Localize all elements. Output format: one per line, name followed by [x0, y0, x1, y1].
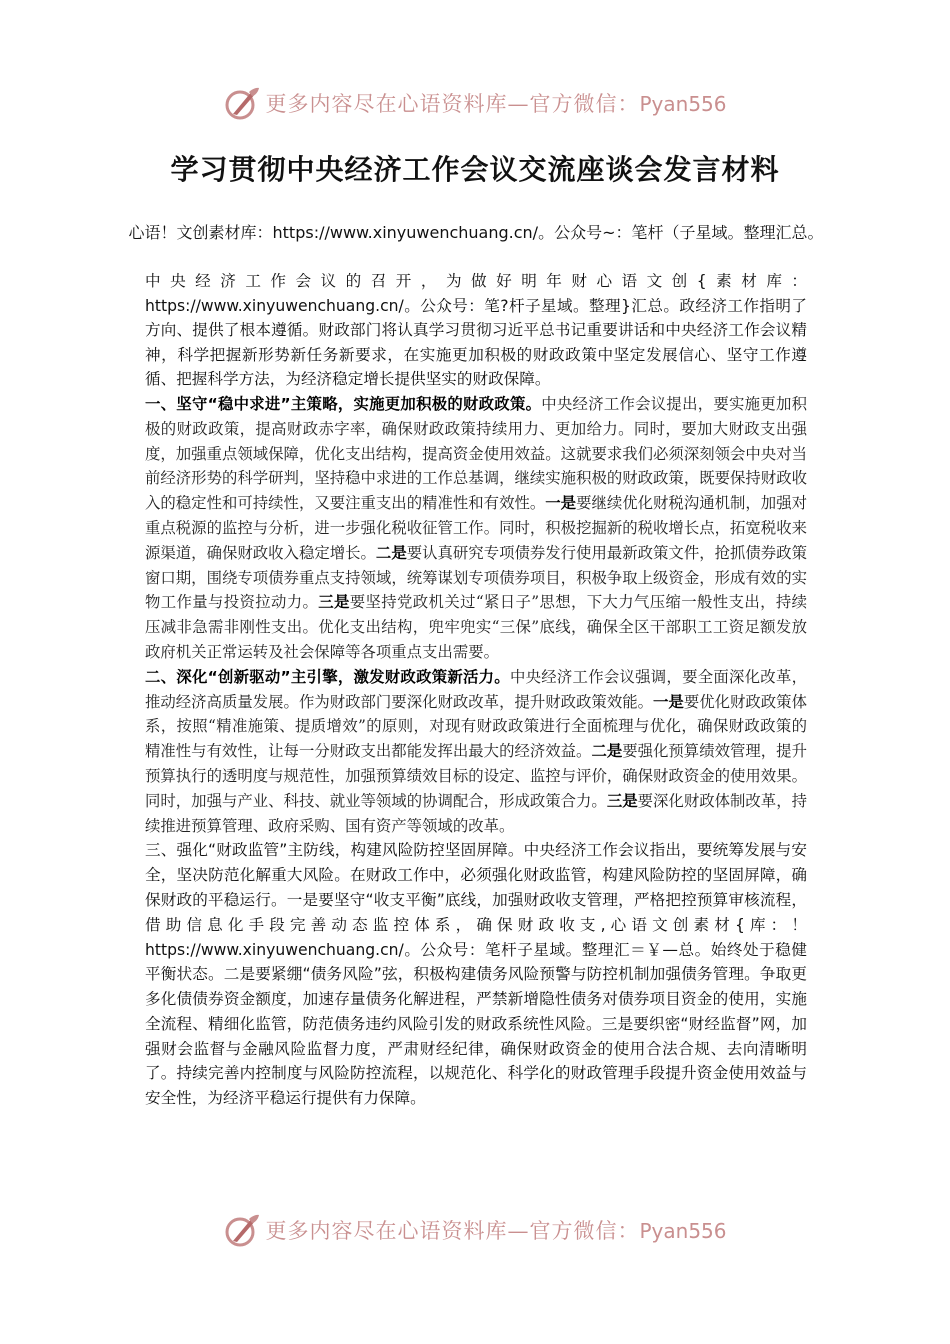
header-watermark-banner — [0, 83, 950, 123]
document-title: 学习贯彻中央经济工作会议交流座谈会发言材料 — [170, 153, 780, 186]
intro-paragraph: 中央经济工作会议的召开，为做好明年财心语文创{素材库：https://www.xinyuwenchuang.cn/。公众号：笔?杆子星域。整理}汇总。政经济工作指明了方向、提供了根本遵循。财政部门将认真学习贯彻习近平总书记重要讲话和中央经济工作会议精神，科学把握新形势新任务新要求，在实施更加积极的财政政策中坚定发展信心、坚守工作遵循、把握科学方法，为经济稳定增长提供坚实的财政保障。 — [145, 272, 807, 389]
section-2-heading: 二、深化“创新驱动”主引擎，激发财政政策新活力。 — [145, 667, 510, 686]
banner-text: 更多内容尽在心语资料库 — [265, 1219, 508, 1243]
section-1-paragraph: 一、坚守“稳中求进”主策略，实施更加积极的财政政策。中央经济工作会议提出，要实施更加积极的财政政策，提高财政赤字率，确保财政政策持续用力、更加给力。同时，要加大财政支出强度，加强重点领域保障，优化支出结构，提高资金使用效益。这就要求我们必须深刻领会中央对当前经济形势的科学研判，坚持稳中求进的工作总基调，继续实施积极的财政政策，既要保持财政收入的稳定性和可持续性，又要注重支出的精准性和有效性。一是要继续优化财税沟通机制，加强对重点税源的监控与分析，进一步强化税收征管工作。同时，积极挖掘新的税收增长点，拓宽税收来源渠道，确保财政收入稳定增长。二是要认真研究专项债券发行使用最新政策文件，抢抓债券政策窗口期，围绕专项债券重点支持领域，统筹谋划专项债券项目，积极争取上级资金，形成有效的实物工作量与投资拉动力。三是要坚持党政机关过“紧日子”思想，下大力气压缩一般性支出，持续压减非急需非刚性支出。优化支出结构，兜牢兜实“三保”底线，确保全区干部职工工资足额发放政府机关正常运转及社会保障等各项重点支出需要。 — [145, 394, 807, 661]
section-2-paragraph: 二、深化“创新驱动”主引擎，激发财政政策新活力。中央经济工作会议强调，要全面深化改革，推动经济高质量发展。作为财政部门要深化财政改革，提升财政政策效能。一是要优化财政政策体系，按照“精准施策、提质增效”的原则，对现有财政政策进行全面梳理与优化，确保财政政策的精准性与有效性，让每一分财政支出都能发挥出最大的经济效益。二是要强化预算绩效管理，提升预算执行的透明度与规范性，加强预算绩效目标的设定、监控与评价，确保财政资金的使用效果。同时，加强与产业、科技、就业等领域的协调配合，形成政策合力。三是要深化财政体制改革，持续推进预算管理、政府采购、国有资产等领域的改革。 — [145, 667, 807, 835]
quill-pen-logo-icon — [223, 84, 261, 122]
banner-dash: — — [507, 1219, 530, 1243]
section-1-heading: 一、坚守“稳中求进”主策略，实施更加积极的财政政策。 — [145, 394, 542, 413]
banner-wechat-id: Pyan556 — [639, 92, 727, 116]
banner-dash: — — [507, 92, 530, 116]
banner-official: 官方微信： — [529, 1219, 640, 1243]
footer-watermark-banner — [0, 1210, 950, 1250]
document-subtitle: 心语！文创素材库：https://www.xinyuwenchuang.cn/。公众号~：笔杆（子星域。整理汇总。 — [128, 223, 824, 242]
section-3-paragraph: 三、强化“财政监管”主防线，构建风险防控坚固屏障。中央经济工作会议指出，要统筹发展与安全，坚决防范化解重大风险。在财政工作中，必须强化财政监管，构建风险防控的坚固屏障，确保财政的平稳运行。一是要坚守“收支平衡”底线，加强财政收支管理，严格把控预算审核流程，借助信息化手段完善动态监控体系，确保财政收支,心语文创素材{库：！https://www.xinyuwenchuang.cn/。公众号：笔杆子星域。整理汇＝￥—总。始终处于稳健平衡状态。二是要紧绷“债务风险”弦，积极构建债务风险预警与防控机制加强债务管理。争取更多化债债券资金额度，加速存量债务化解进程，严禁新增隐性债务对债券项目资金的使用，实施全流程、精细化监管，防范债务违约风险引发的财政系统性风险。三是要织密“财经监督”网，加强财会监督与金融风险监督力度，严肃财经纪律，确保财政资金的使用合法合规、去向清晰明了。持续完善内控制度与风险防控流程，以规范化、科学化的财政管理手段提升资金使用效益与安全性，为经济平稳运行提供有力保障。 — [145, 841, 807, 1108]
quill-pen-logo-icon — [223, 1211, 261, 1249]
banner-official: 官方微信： — [529, 92, 640, 116]
banner-wechat-id: Pyan556 — [639, 1219, 727, 1243]
document-body — [145, 269, 807, 1111]
banner-text: 更多内容尽在心语资料库 — [265, 92, 508, 116]
